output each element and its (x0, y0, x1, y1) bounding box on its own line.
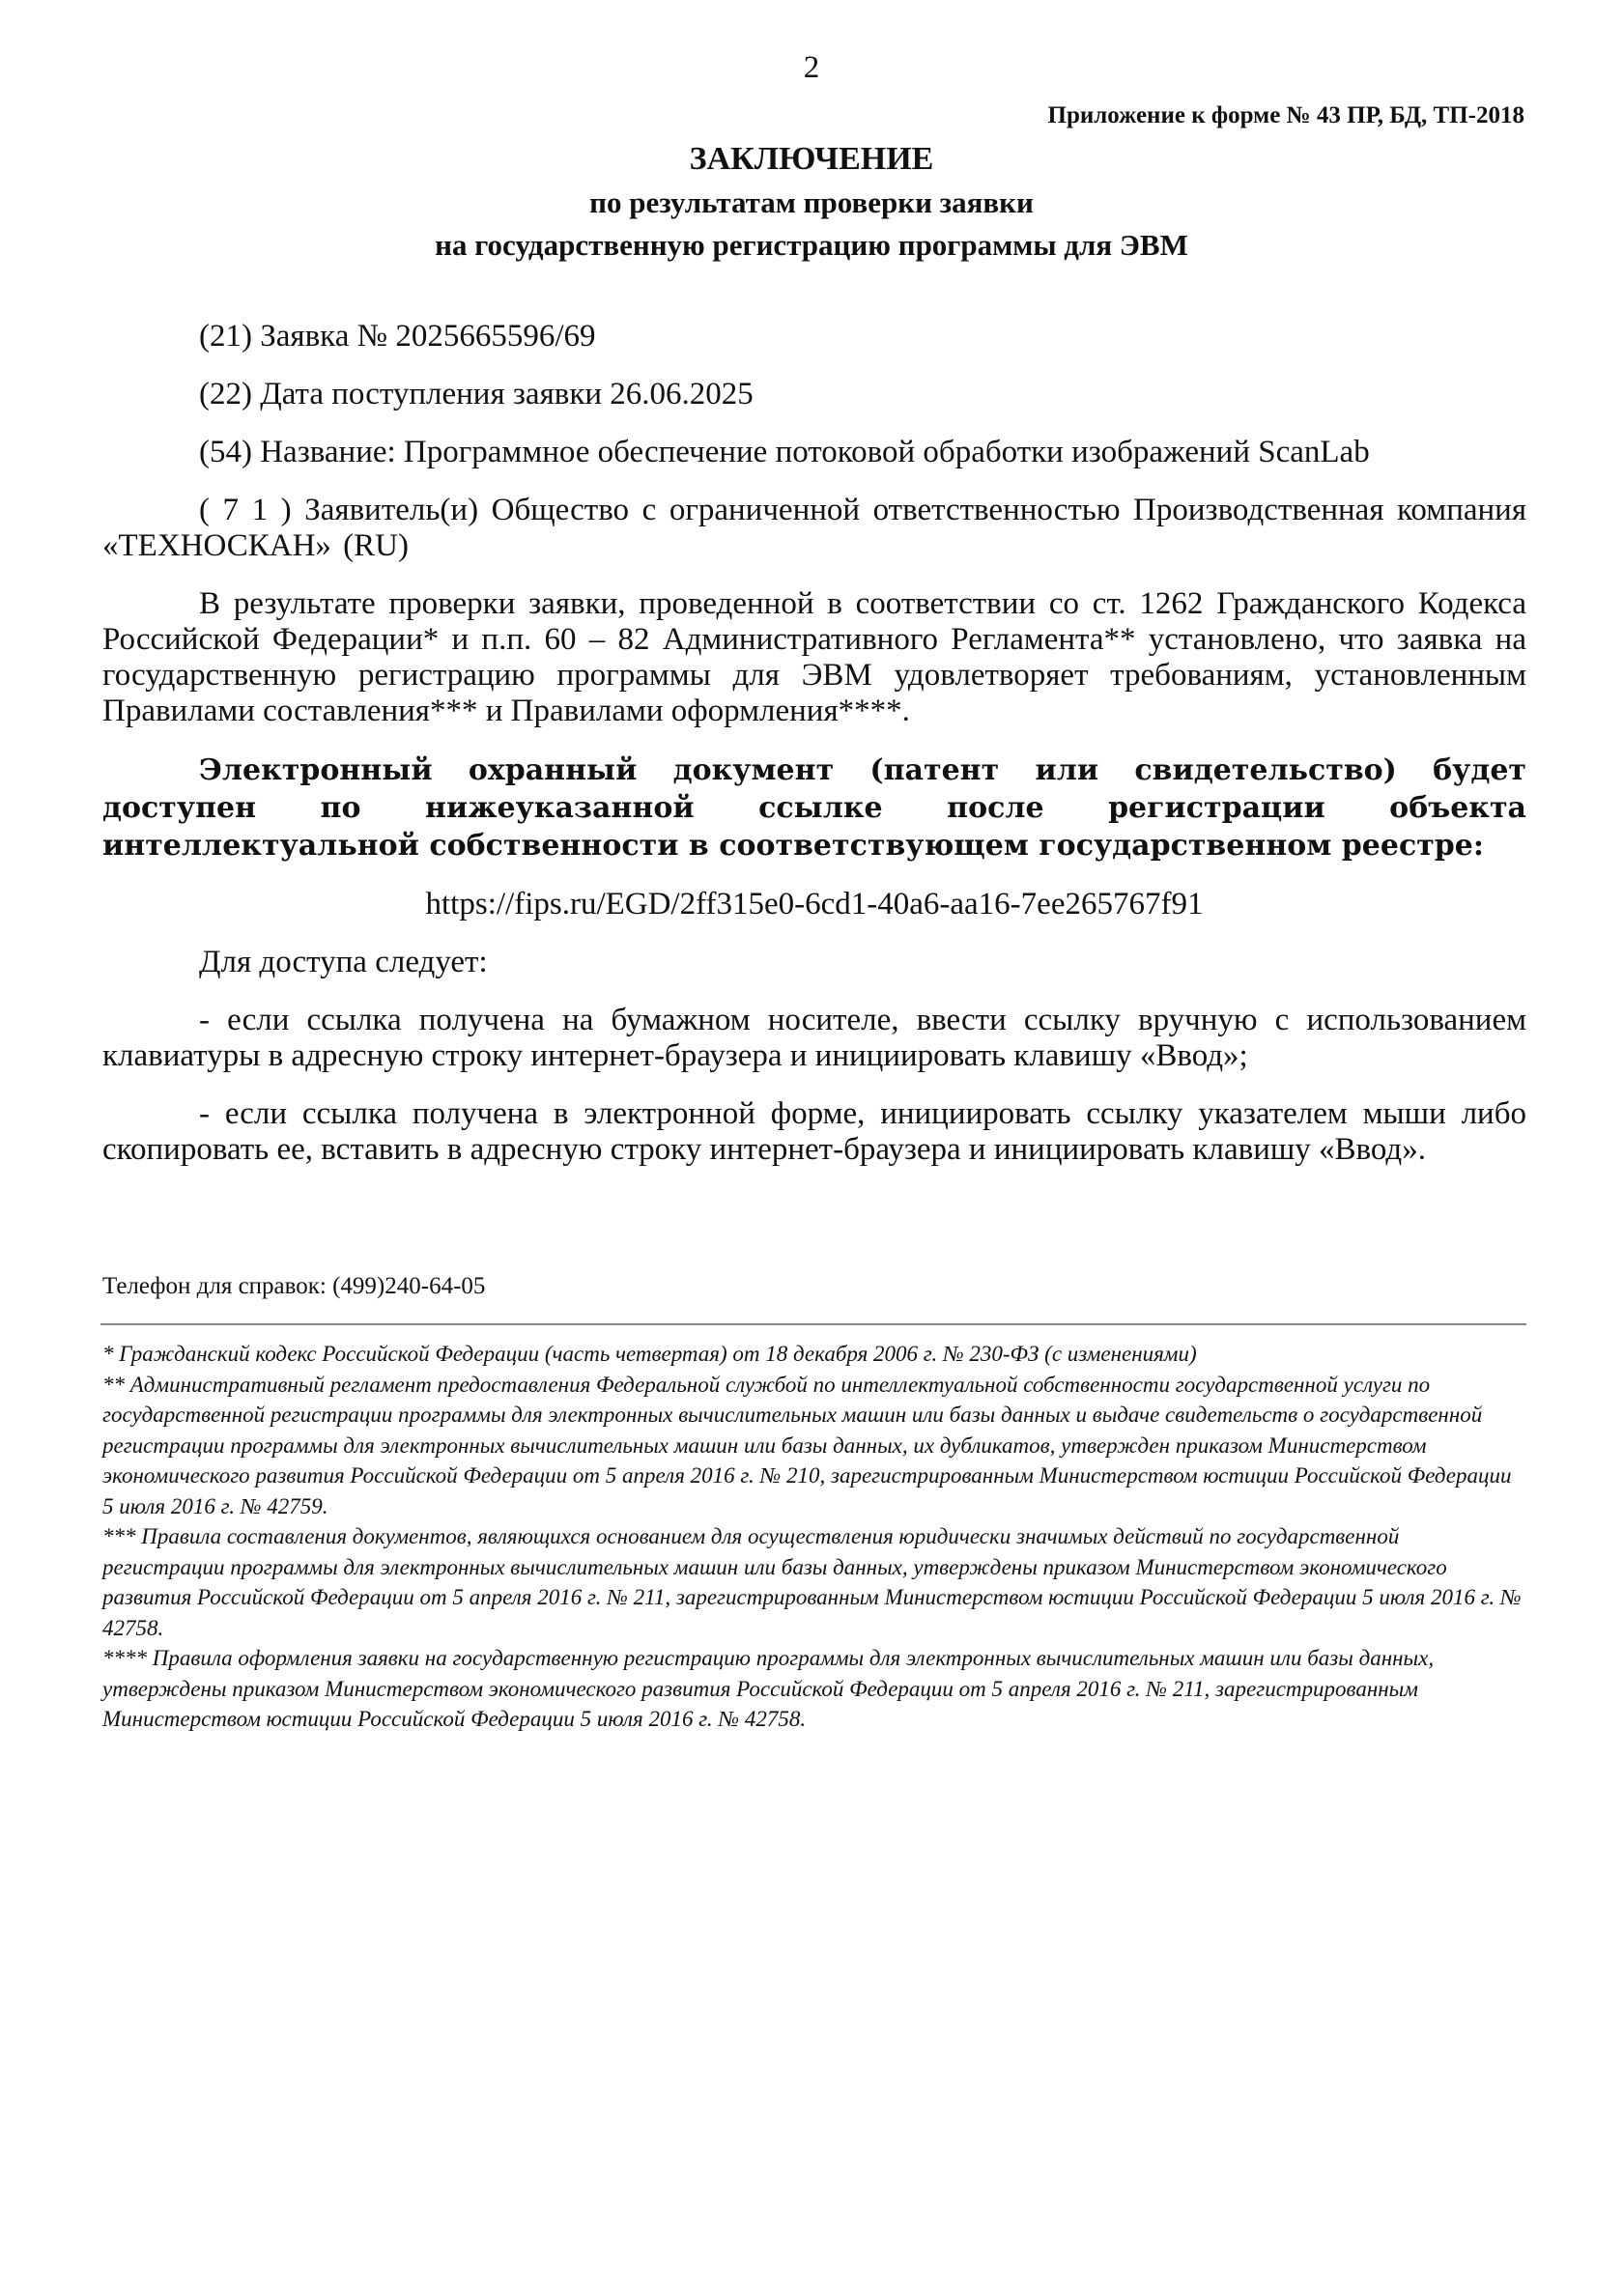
title-subtitle-2: на государственную регистрацию программы для ЭВМ (435, 228, 1188, 262)
form-reference: Приложение к форме № 43 ПР, БД, ТП-2018 (1047, 102, 1524, 128)
title-subtitle-1: по результатам проверки заявки (589, 185, 1034, 219)
footnote-formatting-rules: **** Правила оформления заявки на государственную регистрацию программы для электронных вычислительных машин или базы данных, утверждены приказом Министерством экономического развития Российской Федерации от 5 апреля 2016 г. № 211, зарегистрированным Министерством юстиции Российской Федерации 5 июля 2016 г. № 42758. (102, 1646, 1435, 1731)
access-paper-instruction: - если ссылка получена на бумажном носителе, ввести ссылку вручную с использованием клавиатуры в адресную строку интернет-браузера и инициировать клавишу «Ввод»; (102, 1003, 1526, 1073)
footnote-admin-regulation: ** Административный регламент предоставления Федеральной службой по интеллектуальной собственности государственной услуги по государственной регистрации программы для электронных вычислительных машин или базы данных и выдаче свидетельств о государственной регистрации программы для электронных вычислительных машин или базы данных, их дубликатов, утвержден приказом Министерством экономического развития Российской Федерации от 5 апреля 2016 г. № 210, зарегистрированным Министерством юстиции Российской Федерации 5 июля 2016 г. № 42759. (102, 1372, 1512, 1518)
access-intro: Для доступа следует: (199, 945, 488, 979)
receipt-date: (22) Дата поступления заявки 26.06.2025 (199, 377, 754, 411)
footnote-civil-code: * Гражданский кодекс Российской Федерации (часть четвертая) от 18 декабря 2006 г. № 230-ФЗ (с изменениями) (102, 1342, 1197, 1366)
footnote-composition-rules: *** Правила составления документов, являющихся основанием для осуществления юридически значимых действий по государственной регистрации программы для электронных вычислительных машин или базы данных, утверждены приказом Министерством экономического развития Российской Федерации от 5 апреля 2016 г. № 211, зарегистрированным Министерством юстиции Российской Федерации 5 июля 2016 г. № 42758. (102, 1524, 1522, 1640)
document-title (0, 137, 1623, 267)
result-paragraph: В результате проверки заявки, проведенной в соответствии со ст. 1262 Гражданского Кодекса Российской Федерации* и п.п. 60 – 82 Административного Регламента** установлено, что заявка на государственную регистрацию программы для ЭВМ удовлетворяет требованиям, установленным Правилами составления*** и Правилами оформления****. (102, 586, 1526, 728)
document-link[interactable]: https://fips.ru/EGD/2ff315e0-6cd1-40a6-aa16-7ee265767f91 (425, 887, 1204, 921)
application-number: (21) Заявка № 2025665596/69 (199, 319, 596, 354)
document-body (102, 319, 1526, 1190)
access-electronic-instruction: - если ссылка получена в электронной форме, инициировать ссылку указателем мыши либо скопировать ее, вставить в адресную строку интернет-браузера и инициировать клавишу «Ввод». (102, 1096, 1526, 1167)
program-name: (54) Название: Программное обеспечение потоковой обработки изображений ScanLab (199, 435, 1370, 469)
footnotes (102, 1339, 1526, 1735)
page-number: 2 (803, 50, 820, 85)
reference-phone: Телефон для справок: (499)240-64-05 (102, 1273, 486, 1299)
notice-paragraph: Электронный охранный документ (патент или свидетельство) будет доступен по нижеуказанной ссылке после регистрации объекта интеллектуальной собственности в соответствующем государственном реестре: (102, 753, 1526, 863)
footnote-divider (100, 1323, 1526, 1325)
title-main: ЗАКЛЮЧЕНИЕ (689, 141, 934, 177)
applicant: ( 7 1 ) Заявитель(и) Общество с ограниченной ответственностью Производственная компания «ТЕХНОСКАН» (RU) (102, 493, 1526, 563)
